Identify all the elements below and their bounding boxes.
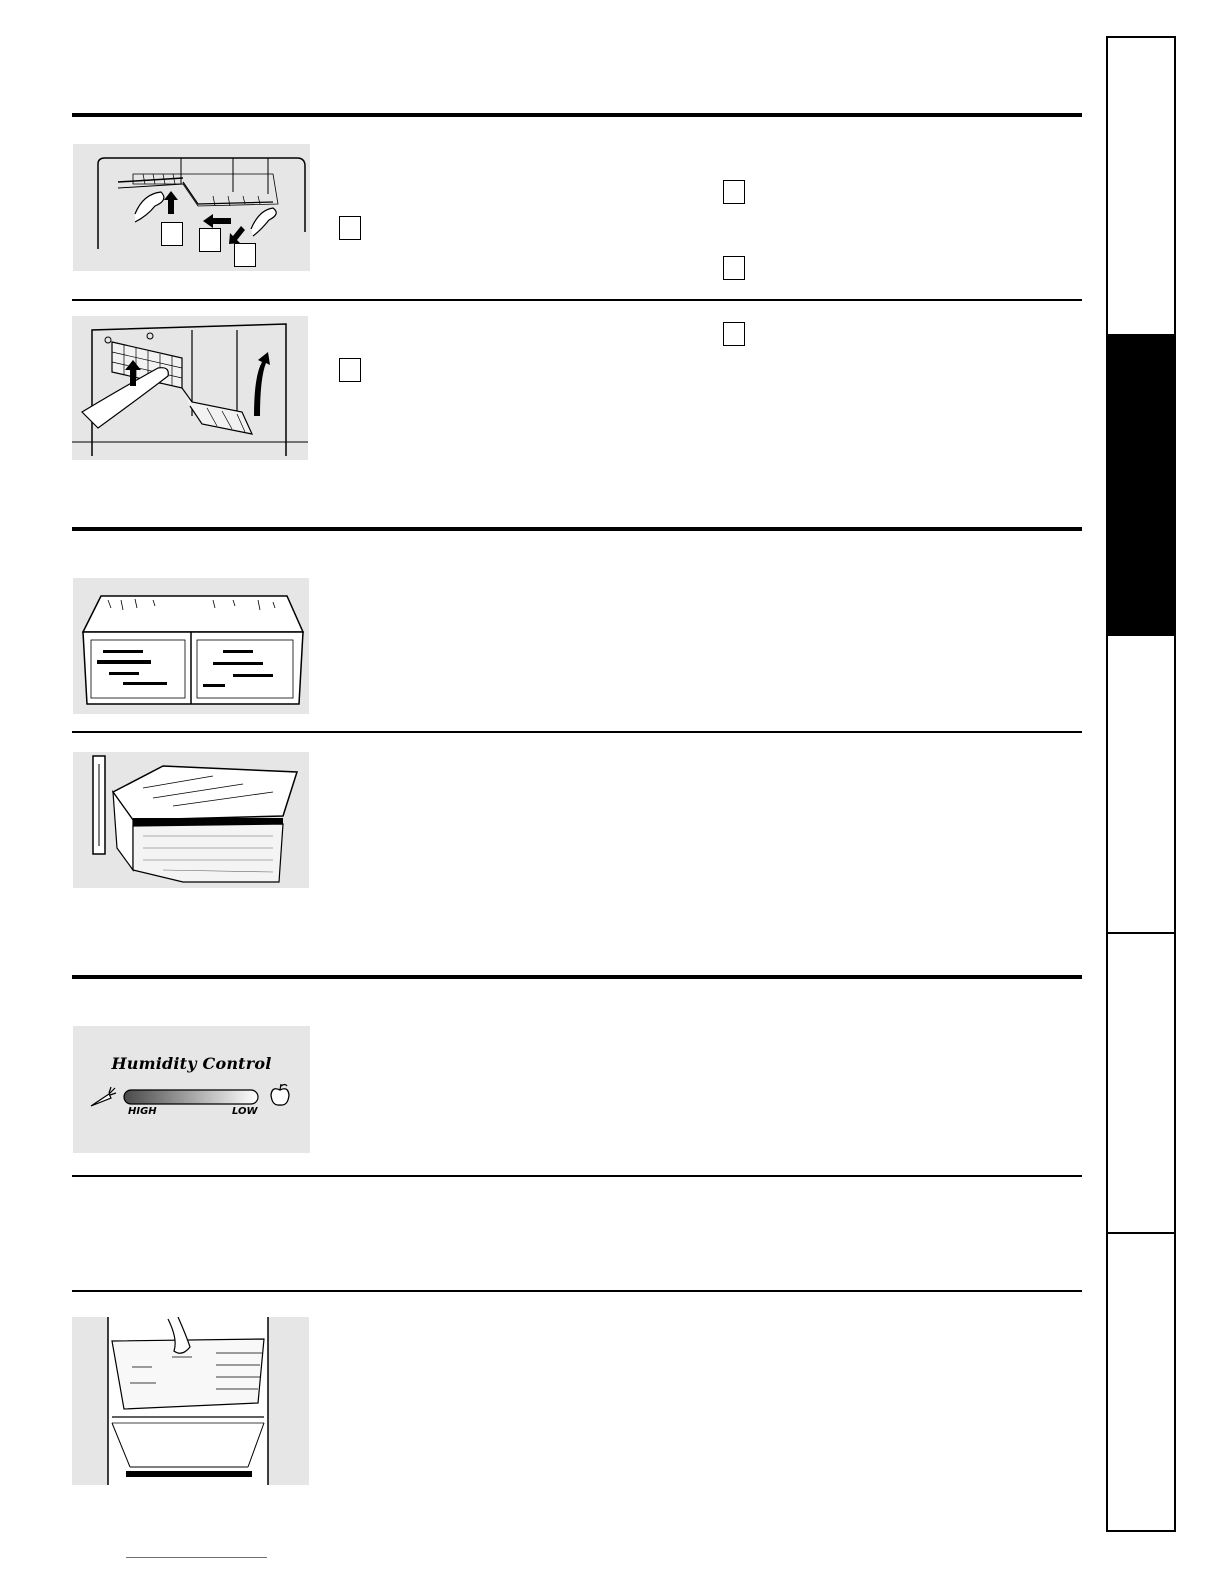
section-rule-drawers xyxy=(72,527,1082,531)
apple-icon xyxy=(268,1082,292,1108)
carrot-icon xyxy=(87,1086,117,1110)
callout-box xyxy=(234,243,256,267)
callout-box xyxy=(199,228,221,252)
humidity-control-panel xyxy=(73,1026,310,1153)
section-tab-1[interactable] xyxy=(1108,38,1174,334)
crisper-drawers-illustration xyxy=(73,578,309,714)
callout-box xyxy=(723,180,745,204)
humidity-high-label: HIGH xyxy=(128,1106,157,1117)
section-rule-humidity xyxy=(72,975,1082,979)
shelf-lift-illustration xyxy=(72,316,308,460)
humidity-low-label: LOW xyxy=(232,1106,258,1117)
section-tabs xyxy=(1106,36,1176,1532)
drawer-removal-illustration xyxy=(72,1317,309,1485)
callout-box xyxy=(723,256,745,280)
humidity-control-title: Humidity Control xyxy=(111,1054,272,1073)
section-tab-2-active[interactable] xyxy=(1108,334,1174,636)
callout-box xyxy=(339,358,361,382)
callout-box xyxy=(723,322,745,346)
section-rule-shelves xyxy=(72,113,1082,117)
callout-box xyxy=(339,216,361,240)
section-tab-4[interactable] xyxy=(1108,932,1174,1232)
callout-box xyxy=(161,222,183,246)
shelf-removal-illustration xyxy=(73,144,310,271)
divider-rule-4 xyxy=(72,1290,1082,1292)
divider-rule-3 xyxy=(72,1175,1082,1177)
drawer-slide-illustration xyxy=(73,752,309,888)
section-tab-3[interactable] xyxy=(1108,636,1174,932)
divider-rule-1 xyxy=(72,299,1082,301)
divider-rule-2 xyxy=(72,731,1082,733)
footer-link-underline[interactable] xyxy=(126,1557,267,1558)
section-tab-5[interactable] xyxy=(1108,1232,1174,1530)
